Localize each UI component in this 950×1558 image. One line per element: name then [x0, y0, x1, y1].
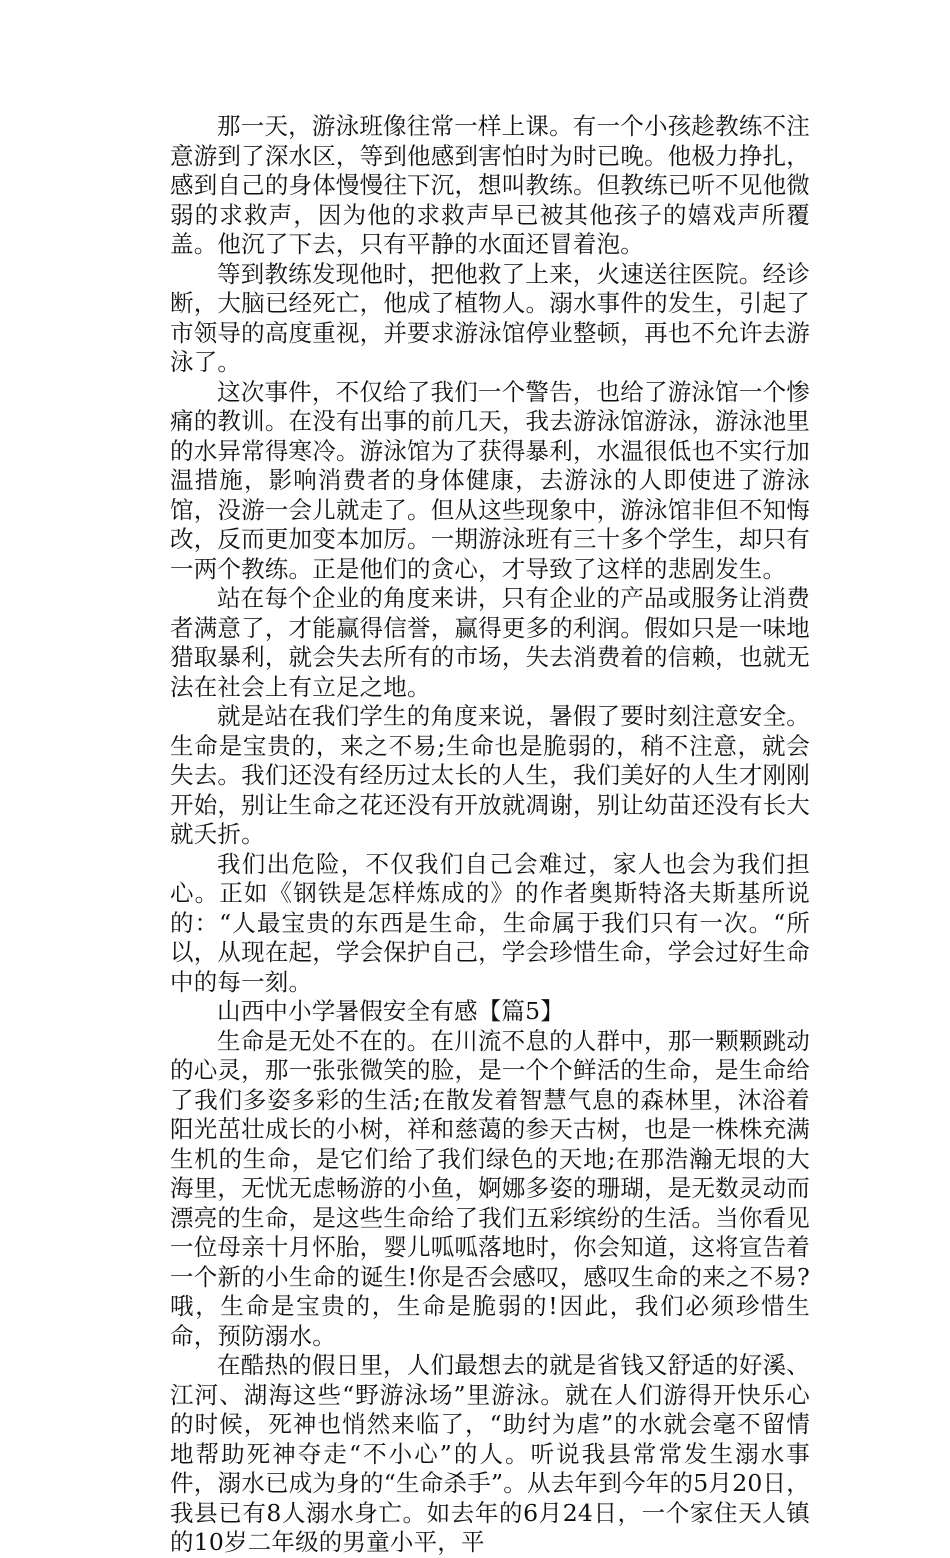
- paragraph-6: 我们出危险，不仅我们自己会难过，家人也会为我们担心。正如《钢铁是怎样炼成的》的作者奥斯特洛夫斯基所说的：“人最宝贵的东西是生命，生命属于我们只有一次。“所以，从现在起，学会保护自己，学会珍惜生命，学会过好生命中的每一刻。: [170, 849, 810, 996]
- paragraph-2: 等到教练发现他时，把他救了上来，火速送往医院。经诊断，大脑已经死亡，他成了植物人。溺水事件的发生，引起了市领导的高度重视，并要求游泳馆停业整顿，再也不允许去游泳了。: [170, 259, 810, 376]
- paragraph-4: 站在每个企业的角度来讲，只有企业的产品或服务让消费者满意了，才能赢得信誉，赢得更多的利润。假如只是一味地猎取暴利，就会失去所有的市场，失去消费着的信赖，也就无法在社会上有立足之地。: [170, 584, 810, 701]
- paragraph-1: 那一天，游泳班像往常一样上课。有一个小孩趁教练不注意游到了深水区，等到他感到害怕时为时已晚。他极力挣扎，感到自己的身体慢慢往下沉，想叫教练。但教练已听不见他微弱的求救声，因为他的求救声早已被其他孩子的嬉戏声所覆盖。他沉了下去，只有平静的水面还冒着泡。: [170, 112, 810, 258]
- paragraph-8: 在酷热的假日里，人们最想去的就是省钱又舒适的好溪、江河、湖海这些“野游泳场”里游泳。就在人们游得开快乐心的时候，死神也悄然来临了，“助纣为虐”的水就会毫不留情地帮助死神夺走“不小心”的人。听说我县常常发生溺水事件，溺水已成为身的“生命杀手”。从去年到今年的5月20日，我县已有8人溺水身亡。如去年的6月24日，一个家住天人镇的10岁二年级的男童小平，平: [170, 1351, 810, 1556]
- paragraph-7: 生命是无处不在的。在川流不息的人群中，那一颗颗跳动的心灵，那一张张微笑的脸，是一个个鲜活的生命，是生命给了我们多姿多彩的生活;在散发着智慧气息的森林里，沐浴着阳光茁壮成长的小树，祥和慈蔼的参天古树，也是一株株充满生机的生命，是它们给了我们绿色的天地;在那浩瀚无垠的大海里，无忧无虑畅游的小鱼，婀娜多姿的珊瑚，是无数灵动而漂亮的生命，是这些生命给了我们五彩缤纷的生活。当你看见一位母亲十月怀胎，婴儿呱呱落地时，你会知道，这将宣告着一个新的小生命的诞生!你是否会感叹，感叹生命的来之不易?哦，生命是宝贵的，生命是脆弱的!因此，我们必须珍惜生命，预防溺水。: [170, 1026, 810, 1350]
- paragraph-5: 就是站在我们学生的角度来说，暑假了要时刻注意安全。生命是宝贵的，来之不易;生命也是脆弱的，稍不注意，就会失去。我们还没有经历过太长的人生，我们美好的人生才刚刚开始，别让生命之花还没有开放就凋谢，别让幼苗还没有长大就夭折。: [170, 702, 810, 848]
- document-page: [170, 112, 810, 1558]
- section-heading: 山西中小学暑假安全有感【篇5】: [217, 997, 564, 1025]
- paragraph-3: 这次事件，不仅给了我们一个警告，也给了游泳馆一个惨痛的教训。在没有出事的前几天，我去游泳馆游泳，游泳池里的水异常得寒冷。游泳馆为了获得暴利，水温很低也不实行加温措施，影响消费者的身体健康，去游泳的人即使进了游泳馆，没游一会儿就走了。但从这些现象中，游泳馆非但不知悔改，反而更加变本加厉。一期游泳班有三十多个学生，却只有一两个教练。正是他们的贪心，才导致了这样的悲剧发生。: [170, 377, 810, 583]
